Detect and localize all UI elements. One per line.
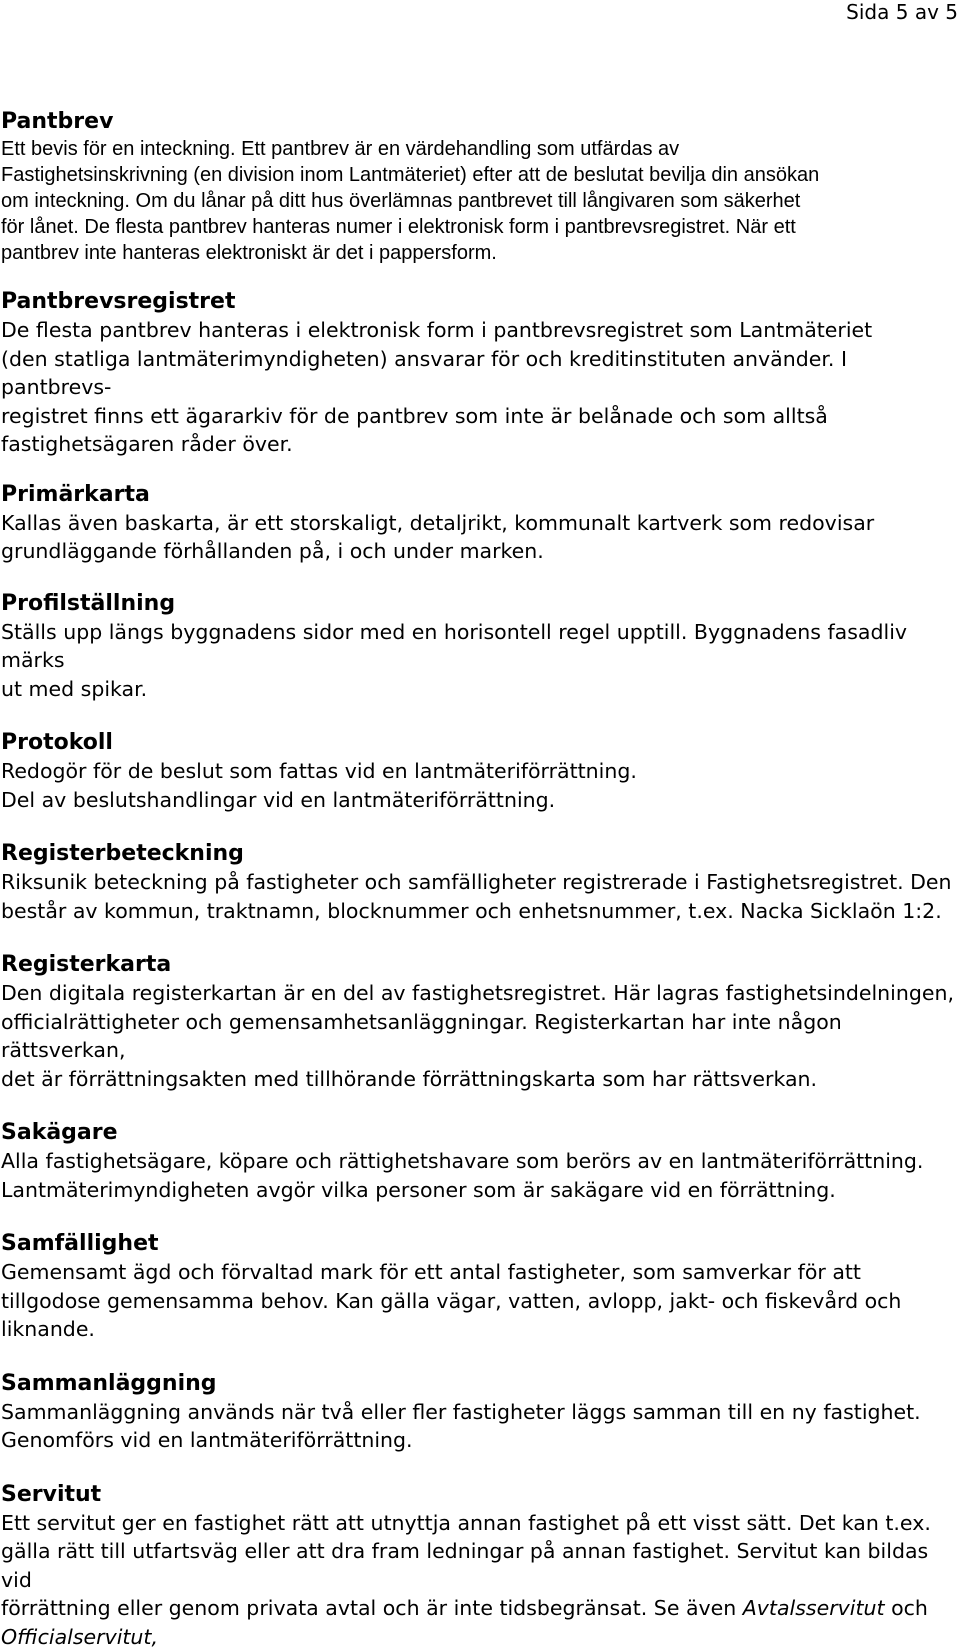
term-heading: Sammanläggning <box>1 1370 957 1398</box>
term-definition <box>1 316 957 459</box>
glossary-entry-registerbeteckning <box>1 840 957 925</box>
definition-line: Den digitala registerkartan är en del av fastighetsregistret. Här lagras fastighetsindelningen, <box>1 979 957 1008</box>
term-heading: Samfällighet <box>1 1230 957 1258</box>
definition-line: tillgodose gemensamma behov. Kan gälla vägar, vatten, avlopp, jakt- och fiskevård och <box>1 1287 957 1316</box>
definition-line: fastighetsägaren råder över. <box>1 430 957 459</box>
term-definition <box>1 979 957 1093</box>
term-definition <box>1 1147 957 1204</box>
definition-line: ut med spikar. <box>1 675 957 704</box>
term-heading: Servitut <box>1 1481 957 1509</box>
definition-line: (den statliga lantmäterimyndigheten) ansvarar för och kreditinstituten använder. I pantbrevs- <box>1 345 957 402</box>
definition-line: Riksunik beteckning på fastigheter och samfälligheter registrerade i Fastighetsregistret. Den <box>1 868 957 897</box>
term-heading: Pantbrevsregistret <box>1 288 957 316</box>
glossary-entry-profilstallning <box>1 590 957 704</box>
definition-line: grundläggande förhållanden på, i och under marken. <box>1 537 957 566</box>
glossary-entry-servitut <box>1 1481 957 1651</box>
glossary-entry-pantbrevsregistret <box>1 288 957 459</box>
glossary-entry-pantbrev <box>1 108 957 266</box>
term-definition <box>1 136 957 266</box>
glossary-entry-sammanlaggning <box>1 1370 957 1455</box>
definition-line: Fastighetsinskrivning (en division inom Lantmäteriet) efter att de beslutat bevilja din ansökan <box>1 162 957 188</box>
definition-line <box>1 1623 957 1651</box>
term-heading: Profilställning <box>1 590 957 618</box>
term-definition <box>1 618 957 704</box>
term-definition <box>1 868 957 925</box>
term-heading: Registerkarta <box>1 951 957 979</box>
definition-line: De flesta pantbrev hanteras i elektronisk form i pantbrevsregistret som Lantmäteriet <box>1 316 957 345</box>
definition-line: Ett bevis för en inteckning. Ett pantbrev är en värdehandling som utfärdas av <box>1 136 957 162</box>
see-also-joiner: och <box>891 1596 928 1620</box>
definition-line: pantbrev inte hanteras elektroniskt är det i pappersform. <box>1 240 957 266</box>
page-number: Sida 5 av 5 <box>846 0 958 24</box>
term-definition <box>1 1258 957 1344</box>
definition-line: Kallas även baskarta, är ett storskaligt, detaljrikt, kommunalt kartverk som redovisar <box>1 509 957 538</box>
definition-line: officialrättigheter och gemensamhetsanläggningar. Registerkartan har inte någon rättsverkan, <box>1 1008 957 1065</box>
definition-line: Alla fastighetsägare, köpare och rättighetshavare som berörs av en lantmäteriförrättning. <box>1 1147 957 1176</box>
definition-line: det är förrättningsakten med tillhörande förrättningskarta som har rättsverkan. <box>1 1065 957 1094</box>
definition-line: Redogör för de beslut som fattas vid en lantmäteriförrättning. <box>1 757 957 786</box>
definition-line: Ställs upp längs byggnadens sidor med en horisontell regel upptill. Byggnadens fasadliv märks <box>1 618 957 675</box>
definition-line: Genomförs vid en lantmäteriförrättning. <box>1 1426 957 1455</box>
definition-line-text: förrättning eller genom privata avtal och är inte tidsbegränsat. Se även <box>1 1596 736 1620</box>
definition-line: Lantmäterimyndigheten avgör vilka personer som är sakägare vid en förrättning. <box>1 1176 957 1205</box>
term-heading: Protokoll <box>1 729 957 757</box>
definition-line: gälla rätt till utfartsväg eller att dra fram ledningar på annan fastighet. Servitut kan bildas vid <box>1 1537 957 1594</box>
term-heading: Primärkarta <box>1 481 957 509</box>
term-definition <box>1 1509 957 1651</box>
definition-line: för lånet. De flesta pantbrev hanteras numer i elektronisk form i pantbrevsregistret. När ett <box>1 214 957 240</box>
see-also-term: Officialservitut, <box>1 1625 158 1649</box>
term-definition <box>1 1398 957 1455</box>
glossary-entry-protokoll <box>1 729 957 814</box>
definition-line: registret finns ett ägararkiv för de pantbrev som inte är belånade och som alltså <box>1 402 957 431</box>
term-heading: Registerbeteckning <box>1 840 957 868</box>
glossary-entry-samfallighet <box>1 1230 957 1344</box>
definition-line: Gemensamt ägd och förvaltad mark för ett antal fastigheter, som samverkar för att <box>1 1258 957 1287</box>
definition-line: liknande. <box>1 1315 957 1344</box>
term-heading: Pantbrev <box>1 108 957 136</box>
definition-line: består av kommun, traktnamn, blocknummer och enhetsnummer, t.ex. Nacka Sicklaön 1:2. <box>1 897 957 926</box>
glossary-entry-registerkarta <box>1 951 957 1093</box>
term-heading: Sakägare <box>1 1119 957 1147</box>
definition-line: Sammanläggning används när två eller fler fastigheter läggs samman till en ny fastighet. <box>1 1398 957 1427</box>
definition-line: om inteckning. Om du lånar på ditt hus överlämnas pantbrevet till långivaren som säkerhet <box>1 188 957 214</box>
term-definition <box>1 757 957 814</box>
definition-line <box>1 1594 957 1623</box>
see-also-term: Avtalsservitut <box>743 1596 885 1620</box>
glossary <box>1 108 957 1651</box>
glossary-entry-primarkarta <box>1 481 957 566</box>
glossary-entry-sakagare <box>1 1119 957 1204</box>
definition-line: Ett servitut ger en fastighet rätt att utnyttja annan fastighet på ett visst sätt. Det kan t.ex. <box>1 1509 957 1538</box>
term-definition <box>1 509 957 566</box>
definition-line: Del av beslutshandlingar vid en lantmäteriförrättning. <box>1 786 957 815</box>
